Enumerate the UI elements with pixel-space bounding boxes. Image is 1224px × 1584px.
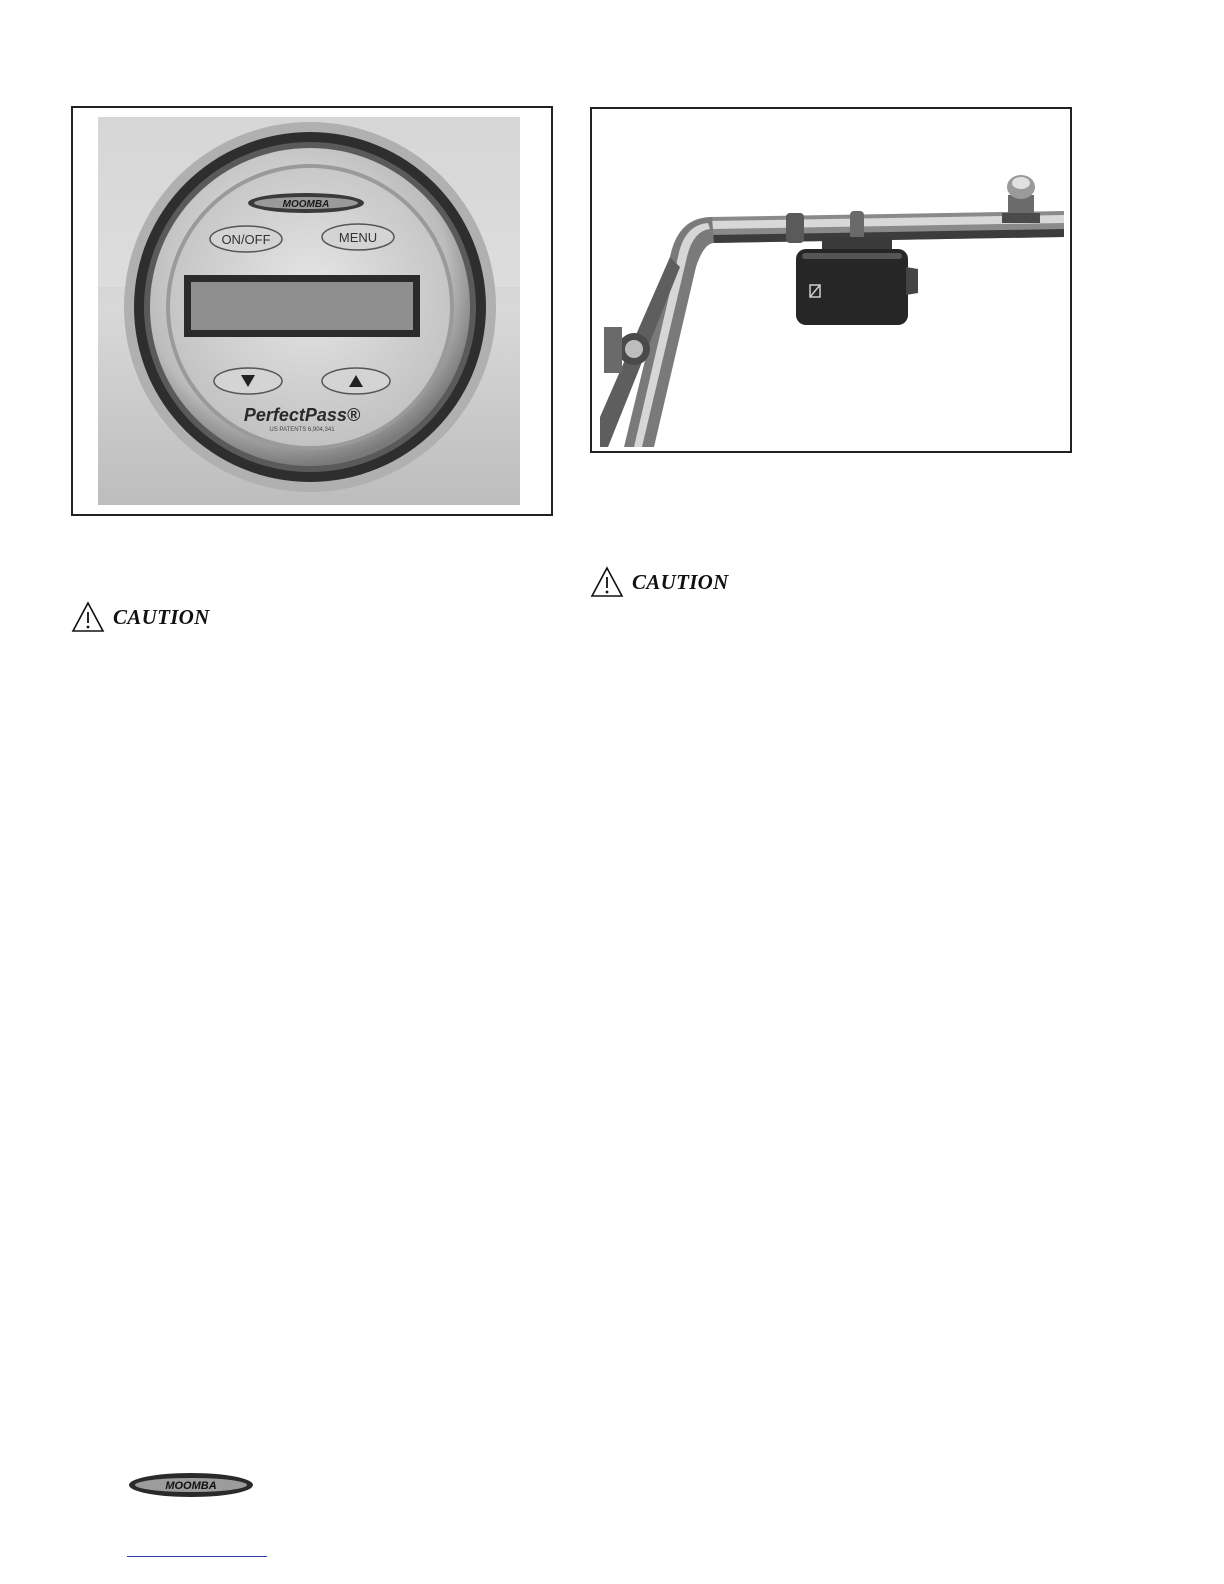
caution-label: CAUTION [632, 569, 729, 594]
warning-triangle-icon [71, 601, 105, 633]
figure-tower-device [590, 107, 1072, 453]
product-name: PerfectPass® [243, 405, 361, 425]
up-button[interactable] [322, 368, 390, 394]
footer-brand-logo [127, 1471, 255, 1499]
mounted-device-box [796, 249, 918, 325]
caution-heading-left [71, 601, 210, 633]
down-button[interactable] [214, 368, 282, 394]
tower-device-photo [600, 117, 1064, 447]
svg-text:MOOMBA: MOOMBA [282, 199, 330, 210]
svg-text:MOOMBA: MOOMBA [165, 1480, 217, 1492]
brand-logo [248, 193, 364, 213]
caution-label: CAUTION [113, 604, 210, 629]
warning-triangle-icon [590, 566, 624, 598]
on-off-button[interactable] [210, 226, 282, 252]
svg-text:ON/OFF: ON/OFF [221, 232, 271, 247]
product-subtext: US PATENTS 6,904,341 [269, 427, 335, 433]
footer-rule [127, 1556, 267, 1557]
svg-text:MENU: MENU [338, 230, 378, 245]
lcd-display [184, 275, 420, 337]
control-panel-photo [98, 117, 520, 505]
caution-heading-right [590, 566, 729, 598]
menu-button[interactable] [322, 224, 394, 250]
figure-control-panel [71, 106, 553, 516]
